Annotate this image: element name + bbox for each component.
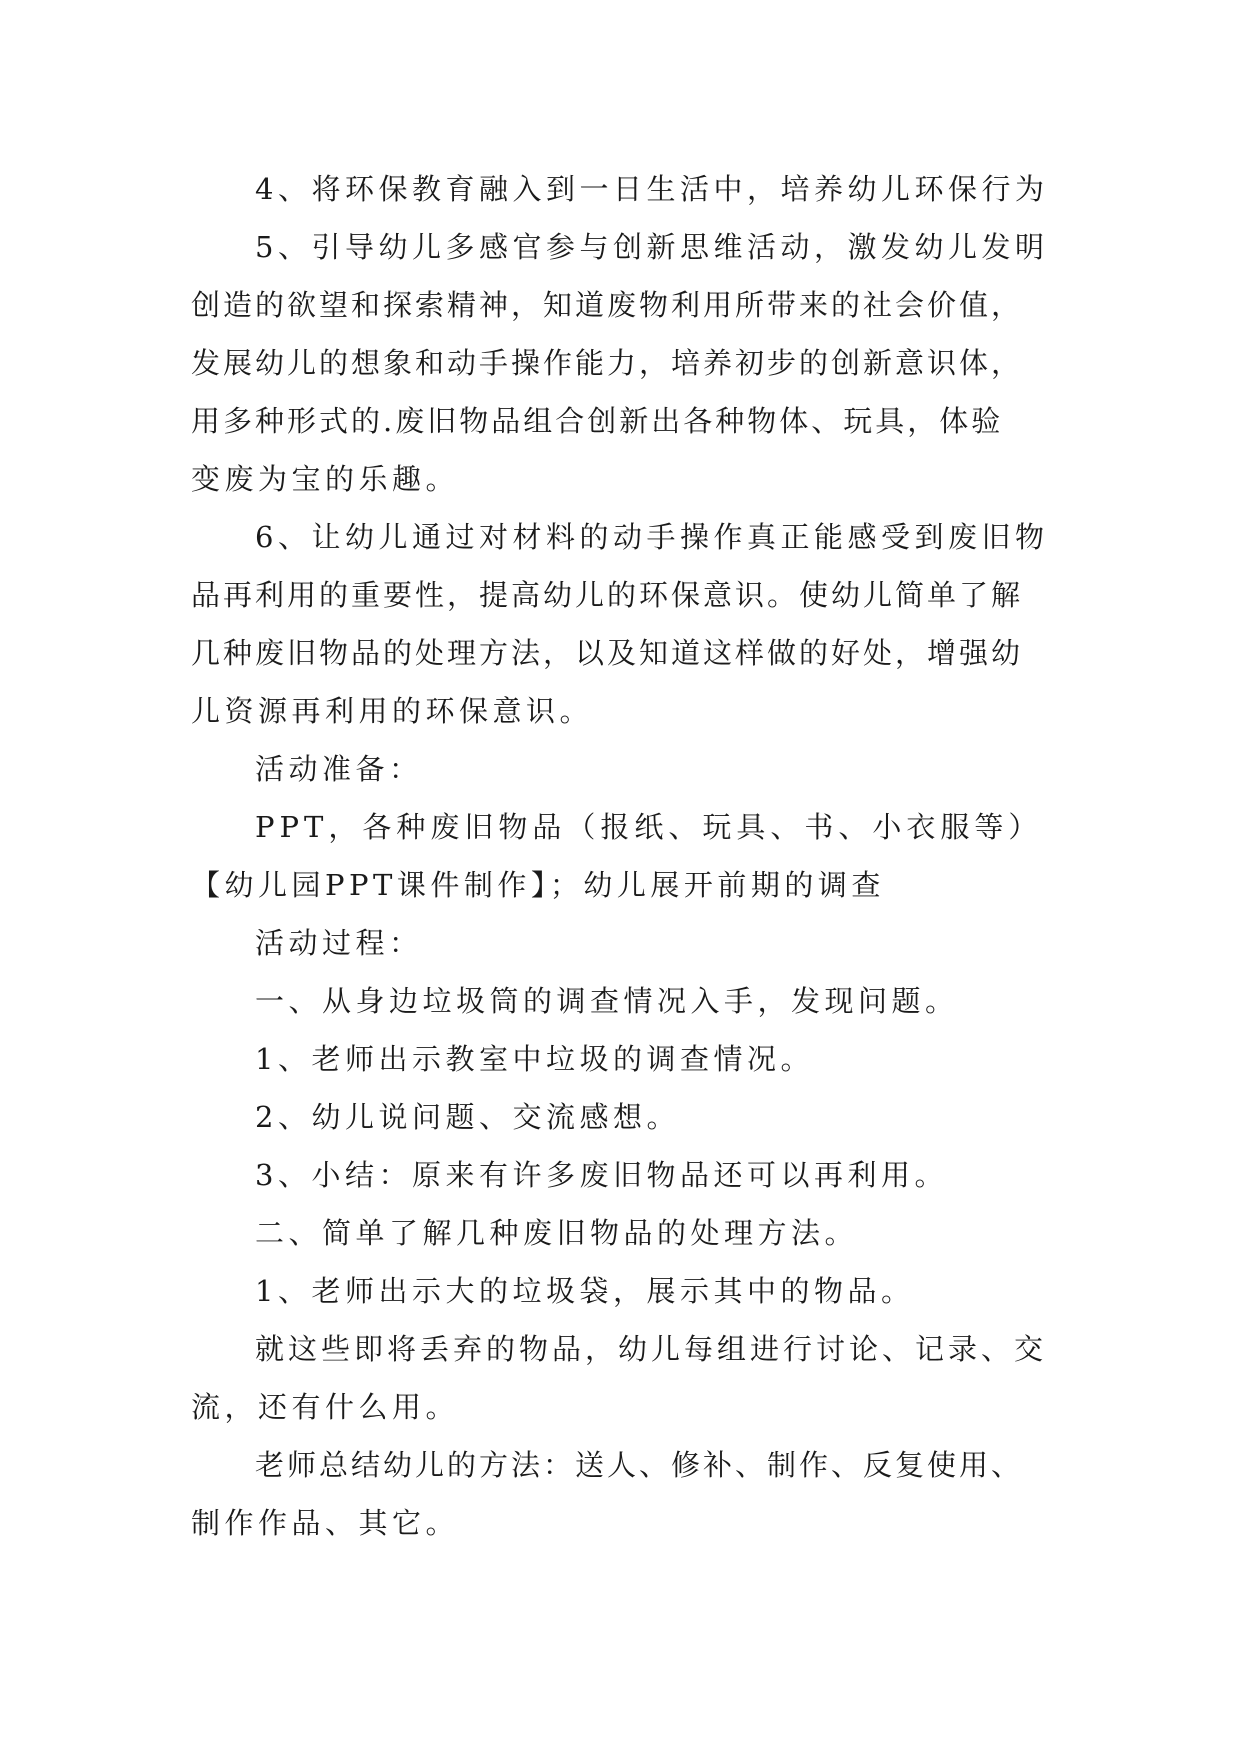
text-line-step-1-1: 1、老师出示教室中垃圾的调查情况。 <box>255 1042 814 1076</box>
text-line-summary-cont: 制作作品、其它。 <box>191 1506 460 1540</box>
text-line-step-2: 二、简单了解几种废旧物品的处理方法。 <box>255 1216 859 1250</box>
text-line-goal-6-cont-2: 几种废旧物品的处理方法，以及知道这样做的好处，增强幼 <box>191 636 1024 670</box>
text-line-step-1-3: 3、小结：原来有许多废旧物品还可以再利用。 <box>255 1158 948 1192</box>
text-line-step-1-2: 2、幼儿说问题、交流感想。 <box>255 1100 680 1134</box>
text-line-summary: 老师总结幼儿的方法：送人、修补、制作、反复使用、 <box>255 1448 1024 1482</box>
document-body <box>191 160 1053 1552</box>
text-line-materials: PPT，各种废旧物品（报纸、玩具、书、小衣服等） <box>255 810 1043 844</box>
text-line-goal-5: 5、引导幼儿多感官参与创新思维活动，激发幼儿发明 <box>255 230 1049 264</box>
text-line-step-2-1: 1、老师出示大的垃圾袋，展示其中的物品。 <box>255 1274 915 1308</box>
text-line-goal-6-cont-1: 品再利用的重要性，提高幼儿的环保意识。使幼儿简单了解 <box>191 578 1024 612</box>
text-line-goal-6: 6、让幼儿通过对材料的动手操作真正能感受到废旧物 <box>255 520 1049 554</box>
text-line-goal-5-cont-1: 创造的欲望和探索精神，知道废物利用所带来的社会价值， <box>191 288 1024 322</box>
text-line-goal-5-cont-2: 发展幼儿的想象和动手操作能力，培养初步的创新意识体， <box>191 346 1024 380</box>
text-line-goal-6-cont-3: 儿资源再利用的环保意识。 <box>191 694 594 728</box>
section-heading-process: 活动过程： <box>255 926 423 960</box>
section-heading-preparation: 活动准备： <box>255 752 423 786</box>
text-line-discussion-cont: 流，还有什么用。 <box>191 1390 460 1424</box>
text-line-materials-cont: 【幼儿园PPT课件制作】；幼儿展开前期的调查 <box>191 868 885 902</box>
text-line-step-1: 一、从身边垃圾筒的调查情况入手，发现问题。 <box>255 984 959 1018</box>
text-line-goal-5-cont-4: 变废为宝的乐趣。 <box>191 462 460 496</box>
text-line-goal-5-cont-3: 用多种形式的.废旧物品组合创新出各种物体、玩具，体验 <box>191 404 1004 438</box>
text-line-goal-4: 4、将环保教育融入到一日生活中，培养幼儿环保行为 <box>255 172 1049 206</box>
text-line-discussion: 就这些即将丢弃的物品，幼儿每组进行讨论、记录、交 <box>255 1332 1048 1366</box>
